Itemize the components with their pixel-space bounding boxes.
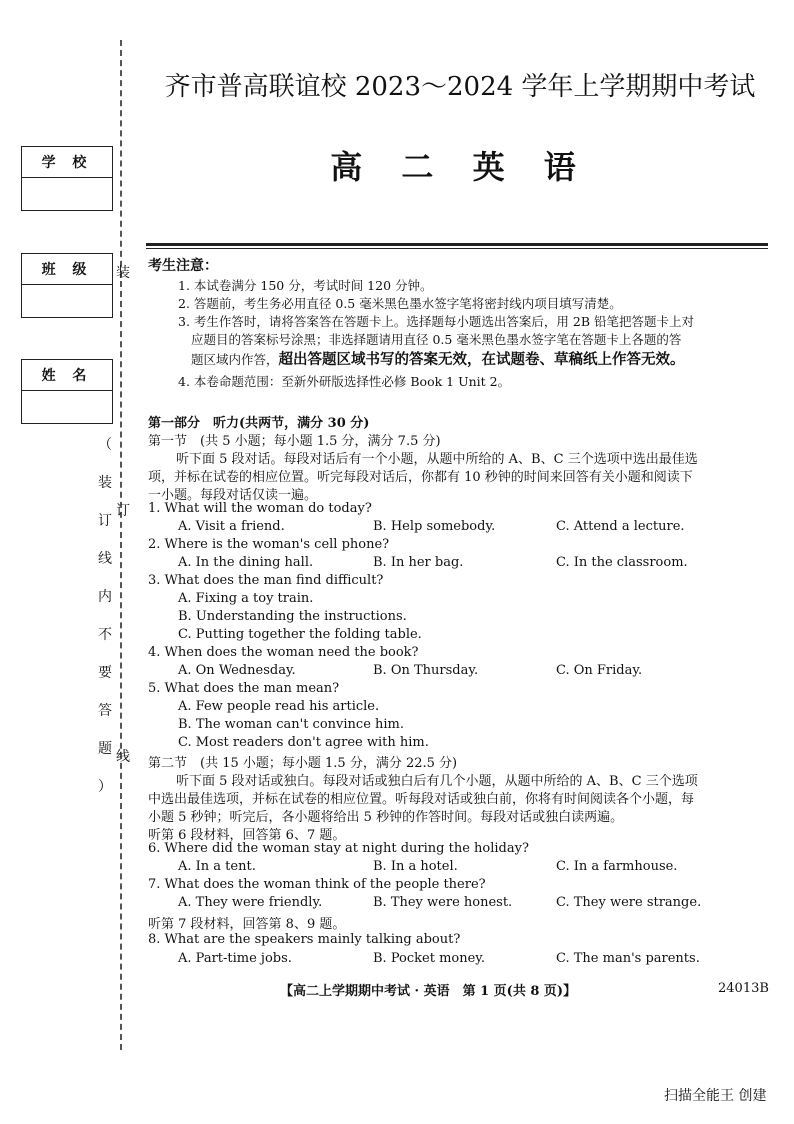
section1-heading: 第一节 (共 5 小题；每小题 1.5 分，满分 7.5 分) bbox=[148, 434, 441, 449]
option-1b: B. Help somebody. bbox=[373, 519, 496, 534]
notice-item-4: 4. 本卷命题范围：至新外研版选择性必修 Book 1 Unit 2。 bbox=[178, 374, 511, 389]
page-footer: 【高二上学期期中考试 · 英语 第 1 页(共 8 页)】 bbox=[280, 984, 577, 999]
notice-item-1: 1. 本试卷满分 150 分，考试时间 120 分钟。 bbox=[178, 278, 433, 293]
warning-char: 装 bbox=[98, 475, 112, 491]
header-rule-thick bbox=[146, 243, 768, 246]
notice-item-2: 2. 答题前，考生务必用直径 0.5 毫米黑色墨水签字笔将密封线内项目填写清楚。 bbox=[178, 296, 622, 311]
notice-item-3c-text: 题区域内作答， bbox=[191, 352, 279, 367]
question-5: 5. What does the man mean? bbox=[148, 681, 340, 696]
question-3: 3. What does the man find difficult? bbox=[148, 573, 384, 588]
school-label: 学 校 bbox=[22, 147, 112, 178]
warning-char: 内 bbox=[98, 589, 112, 605]
option-3b: B. Understanding the instructions. bbox=[178, 609, 407, 624]
notice-warning-bold: 超出答题区域书写的答案无效，在试题卷、草稿纸上作答无效。 bbox=[278, 351, 685, 368]
option-7c: C. They were strange. bbox=[556, 895, 702, 910]
warning-char: 题 bbox=[98, 741, 112, 757]
option-8b: B. Pocket money. bbox=[373, 951, 486, 966]
warning-char: （ bbox=[98, 437, 112, 453]
option-4c: C. On Friday. bbox=[556, 663, 643, 678]
warning-char: 线 bbox=[98, 551, 112, 567]
section2-heading: 第二节 (共 15 小题；每小题 1.5 分，满分 22.5 分) bbox=[148, 756, 458, 771]
listen-material-6: 听第 6 段材料，回答第 6、7 题。 bbox=[148, 828, 346, 843]
class-box bbox=[21, 253, 113, 318]
option-5b: B. The woman can't convince him. bbox=[178, 717, 405, 732]
header-rule-thin bbox=[146, 248, 768, 249]
question-4: 4. When does the woman need the book? bbox=[148, 645, 419, 660]
option-2a: A. In the dining hall. bbox=[178, 555, 314, 570]
part1-heading: 第一部分 听力(共两节，满分 30 分) bbox=[148, 416, 370, 431]
binding-xian: 线 bbox=[116, 749, 130, 765]
binding-zhuang: 装 bbox=[116, 265, 130, 281]
option-6b: B. In a hotel. bbox=[373, 859, 458, 874]
binding-warning-column bbox=[96, 436, 114, 816]
warning-char: ） bbox=[98, 779, 112, 795]
exam-code: 24013B bbox=[718, 981, 769, 996]
notice-item-3a: 3. 考生作答时，请将答案答在答题卡上。选择题每小题选出答案后，用 2B 铅笔把答题卡上对 bbox=[178, 314, 694, 329]
warning-char: 不 bbox=[98, 627, 112, 643]
section2-instruction-1: 听下面 5 段对话或独白。每段对话或独白后有几个小题，从题中所给的 A、B、C 三个选项 bbox=[176, 774, 698, 789]
section2-instruction-2: 中选出最佳选项，并标在试卷的相应位置。听每段对话或独白前，你将有时间阅读各个小题，每 bbox=[148, 792, 695, 807]
option-3a: A. Fixing a toy train. bbox=[178, 591, 314, 606]
notice-item-3c bbox=[191, 348, 685, 369]
class-label: 班 级 bbox=[22, 254, 112, 285]
option-1a: A. Visit a friend. bbox=[178, 519, 285, 534]
name-label: 姓 名 bbox=[22, 360, 112, 391]
warning-char: 答 bbox=[98, 703, 112, 719]
option-5a: A. Few people read his article. bbox=[178, 699, 380, 714]
question-2: 2. Where is the woman's cell phone? bbox=[148, 537, 390, 552]
school-box bbox=[21, 146, 113, 211]
binding-ding: 订 bbox=[116, 503, 130, 519]
section1-instruction-2: 项，并标在试卷的相应位置。听完每段对话后，你都有 10 秒钟的时间来回答有关小题和阅读下 bbox=[148, 470, 693, 485]
listen-material-7: 听第 7 段材料，回答第 8、9 题。 bbox=[148, 917, 346, 932]
option-5c: C. Most readers don't agree with him. bbox=[178, 735, 429, 750]
question-6: 6. Where did the woman stay at night during the holiday? bbox=[148, 841, 529, 856]
option-6c: C. In a farmhouse. bbox=[556, 859, 678, 874]
option-4a: A. On Wednesday. bbox=[178, 663, 296, 678]
section1-instruction-3: 一小题。每段对话仅读一遍。 bbox=[148, 488, 318, 503]
warning-char: 要 bbox=[98, 665, 112, 681]
question-8: 8. What are the speakers mainly talking about? bbox=[148, 932, 461, 947]
option-7a: A. They were friendly. bbox=[178, 895, 323, 910]
section1-instruction-1: 听下面 5 段对话。每段对话后有一个小题，从题中所给的 A、B、C 三个选项中选出最佳选 bbox=[176, 452, 698, 467]
notice-item-3b: 应题目的答案标号涂黑；非选择题请用直径 0.5 毫米黑色墨水签字笔在答题卡上各题的答 bbox=[191, 332, 682, 347]
option-6a: A. In a tent. bbox=[178, 859, 256, 874]
option-3c: C. Putting together the folding table. bbox=[178, 627, 422, 642]
subject-title: 高 二 英 语 bbox=[330, 148, 590, 186]
option-4b: B. On Thursday. bbox=[373, 663, 479, 678]
warning-char: 订 bbox=[98, 513, 112, 529]
option-2b: B. In her bag. bbox=[373, 555, 464, 570]
class-field[interactable] bbox=[22, 285, 112, 317]
option-2c: C. In the classroom. bbox=[556, 555, 688, 570]
notice-heading: 考生注意： bbox=[148, 258, 218, 274]
option-7b: B. They were honest. bbox=[373, 895, 513, 910]
scanner-watermark: 扫描全能王 创建 bbox=[664, 1088, 767, 1104]
option-8c: C. The man's parents. bbox=[556, 951, 700, 966]
school-field[interactable] bbox=[22, 178, 112, 210]
exam-title: 齐市普高联谊校 2023～2024 学年上学期期中考试 bbox=[164, 72, 756, 102]
option-1c: C. Attend a lecture. bbox=[556, 519, 685, 534]
question-7: 7. What does the woman think of the people there? bbox=[148, 877, 486, 892]
name-field[interactable] bbox=[22, 391, 112, 423]
question-1: 1. What will the woman do today? bbox=[148, 501, 372, 516]
option-8a: A. Part-time jobs. bbox=[178, 951, 292, 966]
binding-dashed-line bbox=[120, 40, 122, 1050]
name-box bbox=[21, 359, 113, 424]
section2-instruction-3: 小题 5 秒钟；听完后，各小题将给出 5 秒钟的作答时间。每段对话或独白读两遍。 bbox=[148, 810, 624, 825]
